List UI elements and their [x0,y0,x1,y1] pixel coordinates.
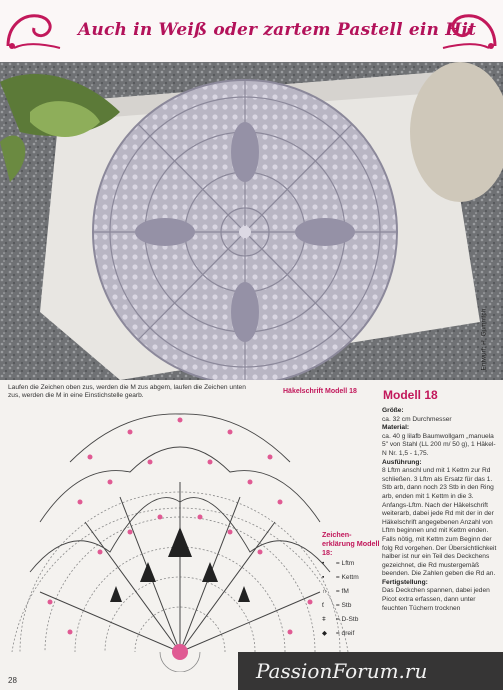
diagram-caption: Häkelschrift Modell 18 [283,388,357,395]
right-ornament-icon [439,6,499,52]
model-title: Modell 18 [383,388,438,402]
execution-value: 8 Lftm anschl und mit 1 Kettm zur Rd schließen. 3 Lftm als Ersatz für das 1. Stb arb, dann noch 23 Stb in den Ring arb, enden mit 1 Kettm in die 3. Anfangs-Lftm. Nach der Häkelschrift weiterarb, dabei jede Rd mit der in der Häkelschrift angegebenen Anzahl von Lftm beginnen und mit Kettm enden. Falls nötig, mit Kettm zum Beginn der folg Rd vorgehen. Der Übersichtlichkeit halber ist nur ein Teil des Deckchens gezeichnet, die Rd mustergemäß beenden. Die Zahlen geben die Rd an. [382,467,497,578]
crochet-diagram [10,402,350,672]
symbol-row: ∩ = fM [322,585,382,599]
finishing-label: Fertigstellung: [382,578,428,586]
execution-label: Ausführung: [382,458,422,466]
symbol-row: ◆ = dreif [322,627,382,641]
symbol-legend-heading: Zeichen-erklärung Modell 18: [322,530,380,557]
design-credit: Entwurf: H. Gummich [480,308,488,371]
symbol-legend [322,530,382,641]
page-number: 28 [8,676,17,685]
left-ornament-icon [4,6,64,52]
chain-stitch-icon: • [322,560,325,567]
material-label: Material: [382,424,410,432]
single-crochet-icon: ∩ [322,588,327,595]
size-section [382,407,500,613]
symbol-row: ǂ = D-Stb [322,613,382,627]
triple-crochet-icon: ◆ [322,630,328,637]
symbol-row: ƭ = Stb [322,599,382,613]
doily-photo-illustration [0,62,503,380]
material-value: ca. 40 g lilafb Baumwollgarn „manuela 5" von Stahl (LL 200 m/ 50 g), 1 Häkel-N Nr. 1,5 - 1,75. [382,432,496,457]
size-label: Größe: [382,407,404,414]
symbol-row: • = Lftm [322,557,382,571]
diagram-legend-text: Laufen die Zeichen oben zus, werden die M zus abgem, laufen die Zeichen unten zus, werden die M in eine Einstichstelle gearb. [8,384,246,400]
symbol-row: ▪ = Kettm [322,571,382,585]
doily-photo [0,62,503,380]
finishing-value: Das Deckchen spannen, dabei jeden Picot extra erfassen, dann unter feuchten Tüchern trocknen [382,587,490,612]
page-header [0,0,503,62]
size-value: ca. 32 cm Durchmesser [382,415,452,423]
treble-crochet-icon: ǂ [322,616,326,623]
watermark: PassionForum.ru [238,652,503,690]
page-title: Auch in Weiß oder zartem Pastell ein Hit [78,20,477,40]
double-crochet-icon: ƭ [322,602,324,609]
slip-stitch-icon: ▪ [322,574,325,581]
